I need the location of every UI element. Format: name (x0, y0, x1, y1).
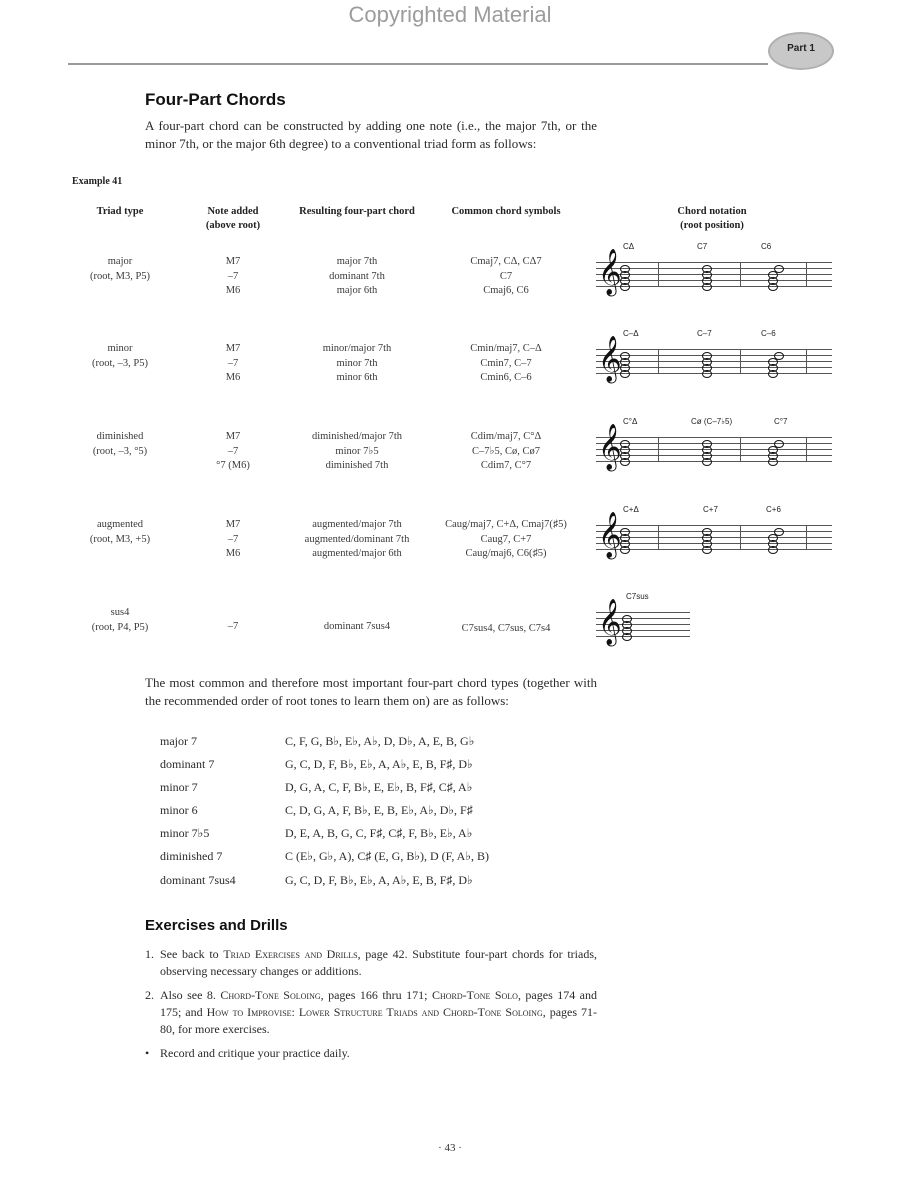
staff-line (596, 443, 832, 444)
root-order: C, F, G, B♭, E♭, A♭, D, D♭, A, E, B, G♭ (285, 734, 475, 748)
chord-symbol: Cmin7, C–7 (480, 357, 532, 369)
resulting-chord: augmented/major 6th (312, 548, 402, 559)
barline (740, 525, 741, 549)
root-order: D, G, A, C, F, B♭, E, E♭, B, F♯, C♯, A♭ (285, 780, 473, 794)
exercises-title: Exercises and Drills (145, 917, 288, 934)
added-note: M6 (225, 372, 241, 383)
resulting-chord: augmented/dominant 7th (304, 533, 410, 545)
table-row-added (188, 620, 278, 635)
drill-text-part: Record and critique your practice daily. (160, 1046, 350, 1060)
staff-line (596, 537, 832, 538)
chord-type: minor 7♭5 (160, 826, 210, 840)
staff-line (596, 437, 832, 438)
example-label: Example 41 (72, 176, 123, 187)
staff-line (596, 262, 832, 263)
table-row-resulting (283, 255, 431, 299)
resulting-chord: major 7th (336, 256, 378, 267)
chord-type: dominant 7sus4 (160, 873, 236, 887)
root-order: C (E♭, G♭, A), C♯ (E, G, B♭), D (F, A♭, B) (285, 849, 490, 863)
resulting-chord: diminished/major 7th (311, 431, 403, 442)
music-staff (596, 336, 832, 382)
added-note: M6 (225, 285, 241, 296)
table-row-symbols (428, 518, 584, 562)
header-note-added-line1: Note added (207, 206, 259, 217)
chord-symbol: C7 (499, 270, 513, 282)
resulting-chord: minor 7♭5 (335, 445, 379, 457)
barline (658, 262, 659, 286)
barline (740, 437, 741, 461)
chord-type: major 7 (160, 734, 197, 748)
page-number: · 43 · (438, 1142, 462, 1154)
chord-label: C7sus (626, 592, 649, 601)
staff-line (596, 455, 832, 456)
barline (658, 437, 659, 461)
table-row-symbols (434, 342, 578, 386)
note-head (774, 265, 784, 273)
staff-line (596, 268, 832, 269)
table-row-resulting (283, 342, 431, 386)
treble-clef-icon: 𝄞 (598, 249, 622, 295)
added-note: –7 (227, 270, 239, 282)
chord-symbol: Cmaj6, C6 (483, 285, 529, 296)
chord-symbol: Cmin/maj7, C–Δ (470, 343, 542, 354)
chord-symbol: Caug7, C+7 (480, 533, 532, 545)
part-tab-label: Part 1 (787, 43, 815, 54)
list-number: 2. (145, 988, 154, 1002)
table-row-triad (72, 606, 168, 635)
table-row-added (188, 430, 278, 474)
cross-reference: Triad Exercises and Drills (223, 947, 358, 961)
music-staff (596, 249, 832, 295)
header-note-added-line2: (above root) (205, 220, 261, 231)
barline (740, 349, 741, 373)
table-row-symbols (434, 255, 578, 299)
chord-label: C°Δ (623, 417, 638, 426)
note-head (620, 440, 630, 448)
added-note: M7 (225, 343, 241, 354)
cross-reference: Chord-Tone Soloing (220, 988, 321, 1002)
table-row-triad (72, 342, 168, 371)
drill-text (160, 987, 597, 1038)
treble-clef-icon: 𝄞 (598, 336, 622, 382)
barline (806, 262, 807, 286)
drill-text-part: See back to (160, 947, 224, 961)
table-row-resulting (283, 620, 431, 635)
chord-type: minor 6 (160, 803, 198, 817)
resulting-chord: dominant 7sus4 (323, 621, 391, 632)
chord-label: C–Δ (623, 329, 639, 338)
chord-label: C–6 (761, 329, 776, 338)
header-chord-notation-line2: (root position) (680, 220, 744, 231)
table-row-symbols (434, 622, 578, 637)
note-head (620, 352, 630, 360)
table-row-added (188, 518, 278, 562)
chord-label: Cø (C–7♭5) (691, 417, 733, 426)
staff-line (596, 549, 832, 550)
resulting-chord: dominant 7th (329, 270, 385, 282)
barline (658, 349, 659, 373)
header-note-added (188, 205, 278, 233)
staff-line (596, 286, 832, 287)
triad-name: sus4 (110, 607, 130, 618)
added-note: –7 (227, 621, 239, 632)
common-types-paragraph: The most common and therefore most important four-part chord types (together with the recommended order of root tones to learn them on) are as follows: (145, 675, 597, 708)
table-row-symbols (434, 430, 578, 474)
triad-name: diminished (96, 431, 144, 442)
treble-clef-icon: 𝄞 (598, 424, 622, 470)
drill-text (160, 1045, 597, 1062)
table-row-triad (72, 430, 168, 459)
part-tab (768, 32, 834, 70)
triad-intervals: (root, –3, P5) (92, 357, 148, 369)
added-note: M7 (225, 256, 241, 267)
music-staff (596, 599, 690, 645)
staff-line (596, 543, 832, 544)
note-head (774, 440, 784, 448)
table-row-triad (72, 518, 168, 547)
chord-label: C+6 (766, 505, 781, 514)
treble-clef-icon: 𝄞 (598, 512, 622, 558)
root-order: D, E, A, B, G, C, F♯, C♯, F, B♭, E♭, A♭ (285, 826, 473, 840)
root-order: G, C, D, F, B♭, E♭, A, A♭, E, B, F♯, D♭ (285, 873, 473, 887)
barline (806, 437, 807, 461)
chord-label: CΔ (623, 242, 635, 251)
cross-reference: How to Improvise: Lower Structure Triads and Chord-Tone Soloing (206, 1005, 543, 1019)
triad-name: minor (107, 343, 133, 354)
resulting-chord: augmented/major 7th (312, 519, 402, 530)
chord-type: minor 7 (160, 780, 198, 794)
chord-type: diminished 7 (160, 849, 223, 863)
staff-line (596, 280, 832, 281)
chord-symbol: Caug/maj6, C6(♯5) (465, 548, 547, 559)
section-title: Four-Part Chords (145, 90, 286, 109)
triad-intervals: (root, M3, P5) (89, 270, 151, 282)
drill-text-part: , pages 166 thru 171; (320, 988, 432, 1002)
chord-label: C–7 (697, 329, 712, 338)
added-note: –7 (227, 445, 239, 457)
table-row-added (188, 255, 278, 299)
copyright-watermark: Copyrighted Material (348, 2, 552, 27)
drill-text (160, 946, 597, 980)
music-staff (596, 512, 832, 558)
resulting-chord: major 6th (336, 285, 378, 296)
note-head (622, 615, 632, 623)
bullet: • (145, 1046, 150, 1060)
header-rule (68, 63, 768, 65)
table-row-resulting (283, 518, 431, 562)
note-head (702, 352, 712, 360)
music-staff (596, 424, 832, 470)
chord-label: C6 (761, 242, 772, 251)
table-row-resulting (283, 430, 431, 474)
note-head (620, 528, 630, 536)
added-note: –7 (227, 533, 239, 545)
barline (740, 262, 741, 286)
note-head (702, 440, 712, 448)
barline (658, 525, 659, 549)
chord-symbol: Cdim7, C°7 (480, 460, 532, 471)
list-item (145, 987, 597, 1038)
chord-label: C+7 (703, 505, 718, 514)
chord-label: C°7 (774, 417, 788, 426)
header-resulting-chord: Resulting four-part chord (299, 206, 415, 217)
added-note: M7 (225, 431, 241, 442)
root-order: C, D, G, A, F, B♭, E, B, E♭, A♭, D♭, F♯ (285, 803, 473, 817)
treble-clef-icon: 𝄞 (598, 599, 622, 645)
triad-name: major (107, 256, 133, 267)
header-triad-type: Triad type (96, 206, 144, 217)
chord-symbol: Cmaj7, CΔ, CΔ7 (470, 256, 542, 267)
staff-line (596, 373, 832, 374)
note-head (702, 528, 712, 536)
header-chord-symbols: Common chord symbols (451, 206, 561, 217)
drill-text-part: Also see 8. (160, 988, 221, 1002)
list-item (145, 1045, 597, 1062)
added-note: M6 (225, 548, 241, 559)
chord-symbol: C–7♭5, Cø, Cø7 (472, 445, 540, 457)
chord-symbol: Cdim/maj7, C°Δ (470, 431, 542, 442)
resulting-chord: minor 6th (336, 372, 378, 383)
staff-line (596, 367, 832, 368)
note-head (774, 352, 784, 360)
staff-line (596, 361, 832, 362)
staff-line (596, 355, 832, 356)
drill-text-part: , pages 174 and 175; and (160, 988, 598, 1019)
chord-symbol: C7sus4, C7sus, C7s4 (461, 623, 551, 634)
staff-line (596, 349, 832, 350)
root-order: G, C, D, F, B♭, E♭, A, A♭, E, B, F♯, D♭ (285, 757, 473, 771)
staff-line (596, 531, 832, 532)
barline (806, 349, 807, 373)
staff-line (596, 461, 832, 462)
table-row-triad (72, 255, 168, 284)
resulting-chord: diminished 7th (325, 460, 389, 471)
barline (806, 525, 807, 549)
resulting-chord: minor 7th (336, 357, 378, 369)
header-chord-notation-line1: Chord notation (677, 206, 747, 217)
triad-name: augmented (96, 519, 144, 530)
added-note: °7 (M6) (216, 460, 250, 471)
resulting-chord: minor/major 7th (322, 343, 392, 354)
header-chord-notation (650, 205, 774, 233)
drill-text-part: , pages 71-80, for more exercises. (160, 1005, 598, 1036)
table-row-added (188, 342, 278, 386)
triad-intervals: (root, P4, P5) (91, 621, 149, 633)
chord-symbol: Cmin6, C–6 (480, 372, 532, 383)
cross-reference: Chord-Tone Solo (431, 988, 518, 1002)
triad-intervals: (root, –3, °5) (92, 445, 148, 457)
note-head (620, 265, 630, 273)
added-note: M7 (225, 519, 241, 530)
staff-line (596, 525, 832, 526)
triad-intervals: (root, M3, +5) (89, 533, 151, 545)
intro-paragraph: A four-part chord can be constructed by adding one note (i.e., the major 7th, or the minor 7th, or the major 6th degree) to a conventional triad form as follows: (145, 118, 597, 151)
drill-text-part: , page 42. Substitute four-part chords for triads, observing necessary changes or additions. (160, 947, 597, 978)
chord-type: dominant 7 (160, 757, 215, 771)
chord-symbol: Caug/maj7, C+Δ, Cmaj7(♯5) (445, 519, 567, 530)
chord-label: C+Δ (623, 505, 639, 514)
added-note: –7 (227, 357, 239, 369)
list-item (145, 946, 597, 980)
note-head (774, 528, 784, 536)
chord-label: C7 (697, 242, 708, 251)
staff-line (596, 274, 832, 275)
staff-line (596, 449, 832, 450)
list-number: 1. (145, 947, 154, 961)
note-head (702, 265, 712, 273)
